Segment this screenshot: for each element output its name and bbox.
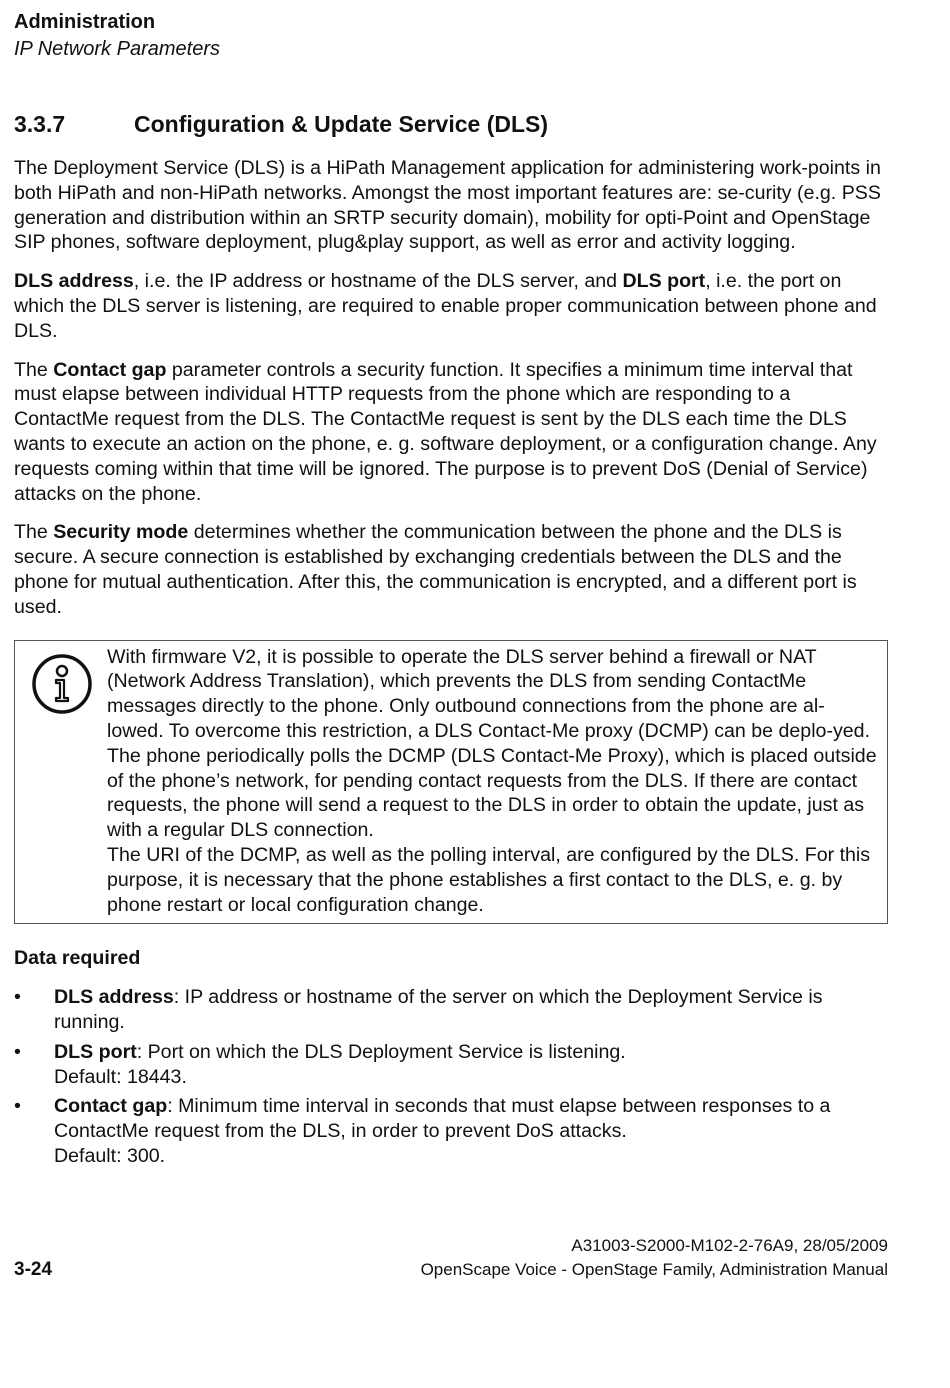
list-item-description: : Minimum time interval in seconds that must elapse between responses to a ContactMe request from the DLS, in order to prevent DoS attacks. xyxy=(54,1095,831,1143)
list-item xyxy=(14,985,888,1035)
body-text xyxy=(14,156,888,1174)
security-mode-paragraph xyxy=(14,520,888,619)
paragraph-text: determines whether the communication between the phone and the DLS is secure. A secure connection is established by exchanging credentials between the DLS and the phone for mutual authentication. After this, the communication is encrypted, and a different port is used. xyxy=(14,521,857,618)
data-required-heading: Data required xyxy=(14,947,141,970)
list-item-description: : IP address or hostname of the server on which the Deployment Service is running. xyxy=(54,986,823,1033)
term-contact-gap: Contact gap xyxy=(53,358,167,381)
footer-manual-title: OpenScape Voice - OpenStage Family, Administration Manual xyxy=(420,1260,888,1279)
section-title: Configuration & Update Service (DLS) xyxy=(134,111,549,137)
intro-paragraph: The Deployment Service (DLS) is a HiPath Management application for administering work-points in both HiPath and non-HiPath networks. Amongst the most important features are: se-curity (e.g. PSS generation and distribution within an SRTP security domain), mobility for opti-Point and OpenStage SIP phones, software deployment, plug&play support, as well as error and activity logging. xyxy=(14,157,881,254)
footer-doc-info xyxy=(421,1234,888,1282)
list-item-description: : Port on which the DLS Deployment Service is listening. xyxy=(136,1040,626,1063)
list-item-default: Default: 18443. xyxy=(54,1065,187,1088)
bullet-marker: • xyxy=(14,1040,21,1063)
running-header-subtitle: IP Network Parameters xyxy=(14,38,220,60)
section-number: 3.3.7 xyxy=(14,111,66,137)
list-item xyxy=(14,1094,888,1168)
running-header-title: Administration xyxy=(14,11,156,33)
list-item-default: Default: 300. xyxy=(54,1144,166,1167)
list-item-term: DLS address xyxy=(54,986,174,1009)
paragraph-text: The xyxy=(14,358,54,381)
section-heading xyxy=(14,110,548,138)
term-dls-address: DLS address xyxy=(14,270,134,293)
page-number: 3-24 xyxy=(14,1259,53,1280)
term-dls-port: DLS port xyxy=(622,270,706,293)
contact-gap-paragraph xyxy=(14,358,888,507)
list-item-term: DLS port xyxy=(54,1040,137,1063)
paragraph-text: , i.e. the IP address or hostname of the DLS server, and xyxy=(133,270,623,293)
data-required-list xyxy=(14,985,888,1169)
dls-address-paragraph xyxy=(14,269,888,343)
info-icon xyxy=(31,653,93,715)
bullet-marker: • xyxy=(14,1095,21,1118)
info-note-box xyxy=(14,640,888,925)
note-text-2: The URI of the DCMP, as well as the polling interval, are configured by the DLS. For this purpose, it is necessary that the phone establishes a first contact to the DLS, e. g. by phone restart or local configuration change. xyxy=(107,843,871,916)
paragraph-text: The xyxy=(14,521,54,544)
footer-doc-id: A31003-S2000-M102-2-76A9, 28/05/2009 xyxy=(571,1236,888,1255)
paragraph-text: parameter controls a security function. It specifies a minimum time interval that must elapse between individual HTTP requests from the phone which are responding to a ContactMe request from the DLS. The ContactMe request is sent by the DLS each time the DLS wants to execute an action on the phone, e. g. software deployment, or a configuration change. Any requests coming within that time will be ignored. The purpose is to prevent DoS (Denial of Service) attacks on the phone. xyxy=(14,358,877,505)
note-text-1: With firmware V2, it is possible to operate the DLS server behind a firewall or NAT (Network Address Translation), which prevents the DLS from sending ContactMe messages directly to the phone. Only outbound connections from the phone are al-lowed. To overcome this restriction, a DLS Contact-Me proxy (DCMP) can be deplo-yed. The phone periodically polls the DCMP (DLS Contact-Me Proxy), which is placed outside of the phone’s network, for pending contact requests from the DLS. If there are contact requests, the phone will send a request to the DLS in order to obtain the update, just as with a regular DLS connection. xyxy=(107,645,877,842)
term-security-mode: Security mode xyxy=(53,521,189,544)
list-item-term: Contact gap xyxy=(54,1095,168,1118)
bullet-marker: • xyxy=(14,986,21,1009)
list-item xyxy=(14,1040,888,1090)
paragraph-text: , i.e. the port on which the DLS server is listening, are required to enable proper communication between phone and DLS. xyxy=(14,270,877,342)
